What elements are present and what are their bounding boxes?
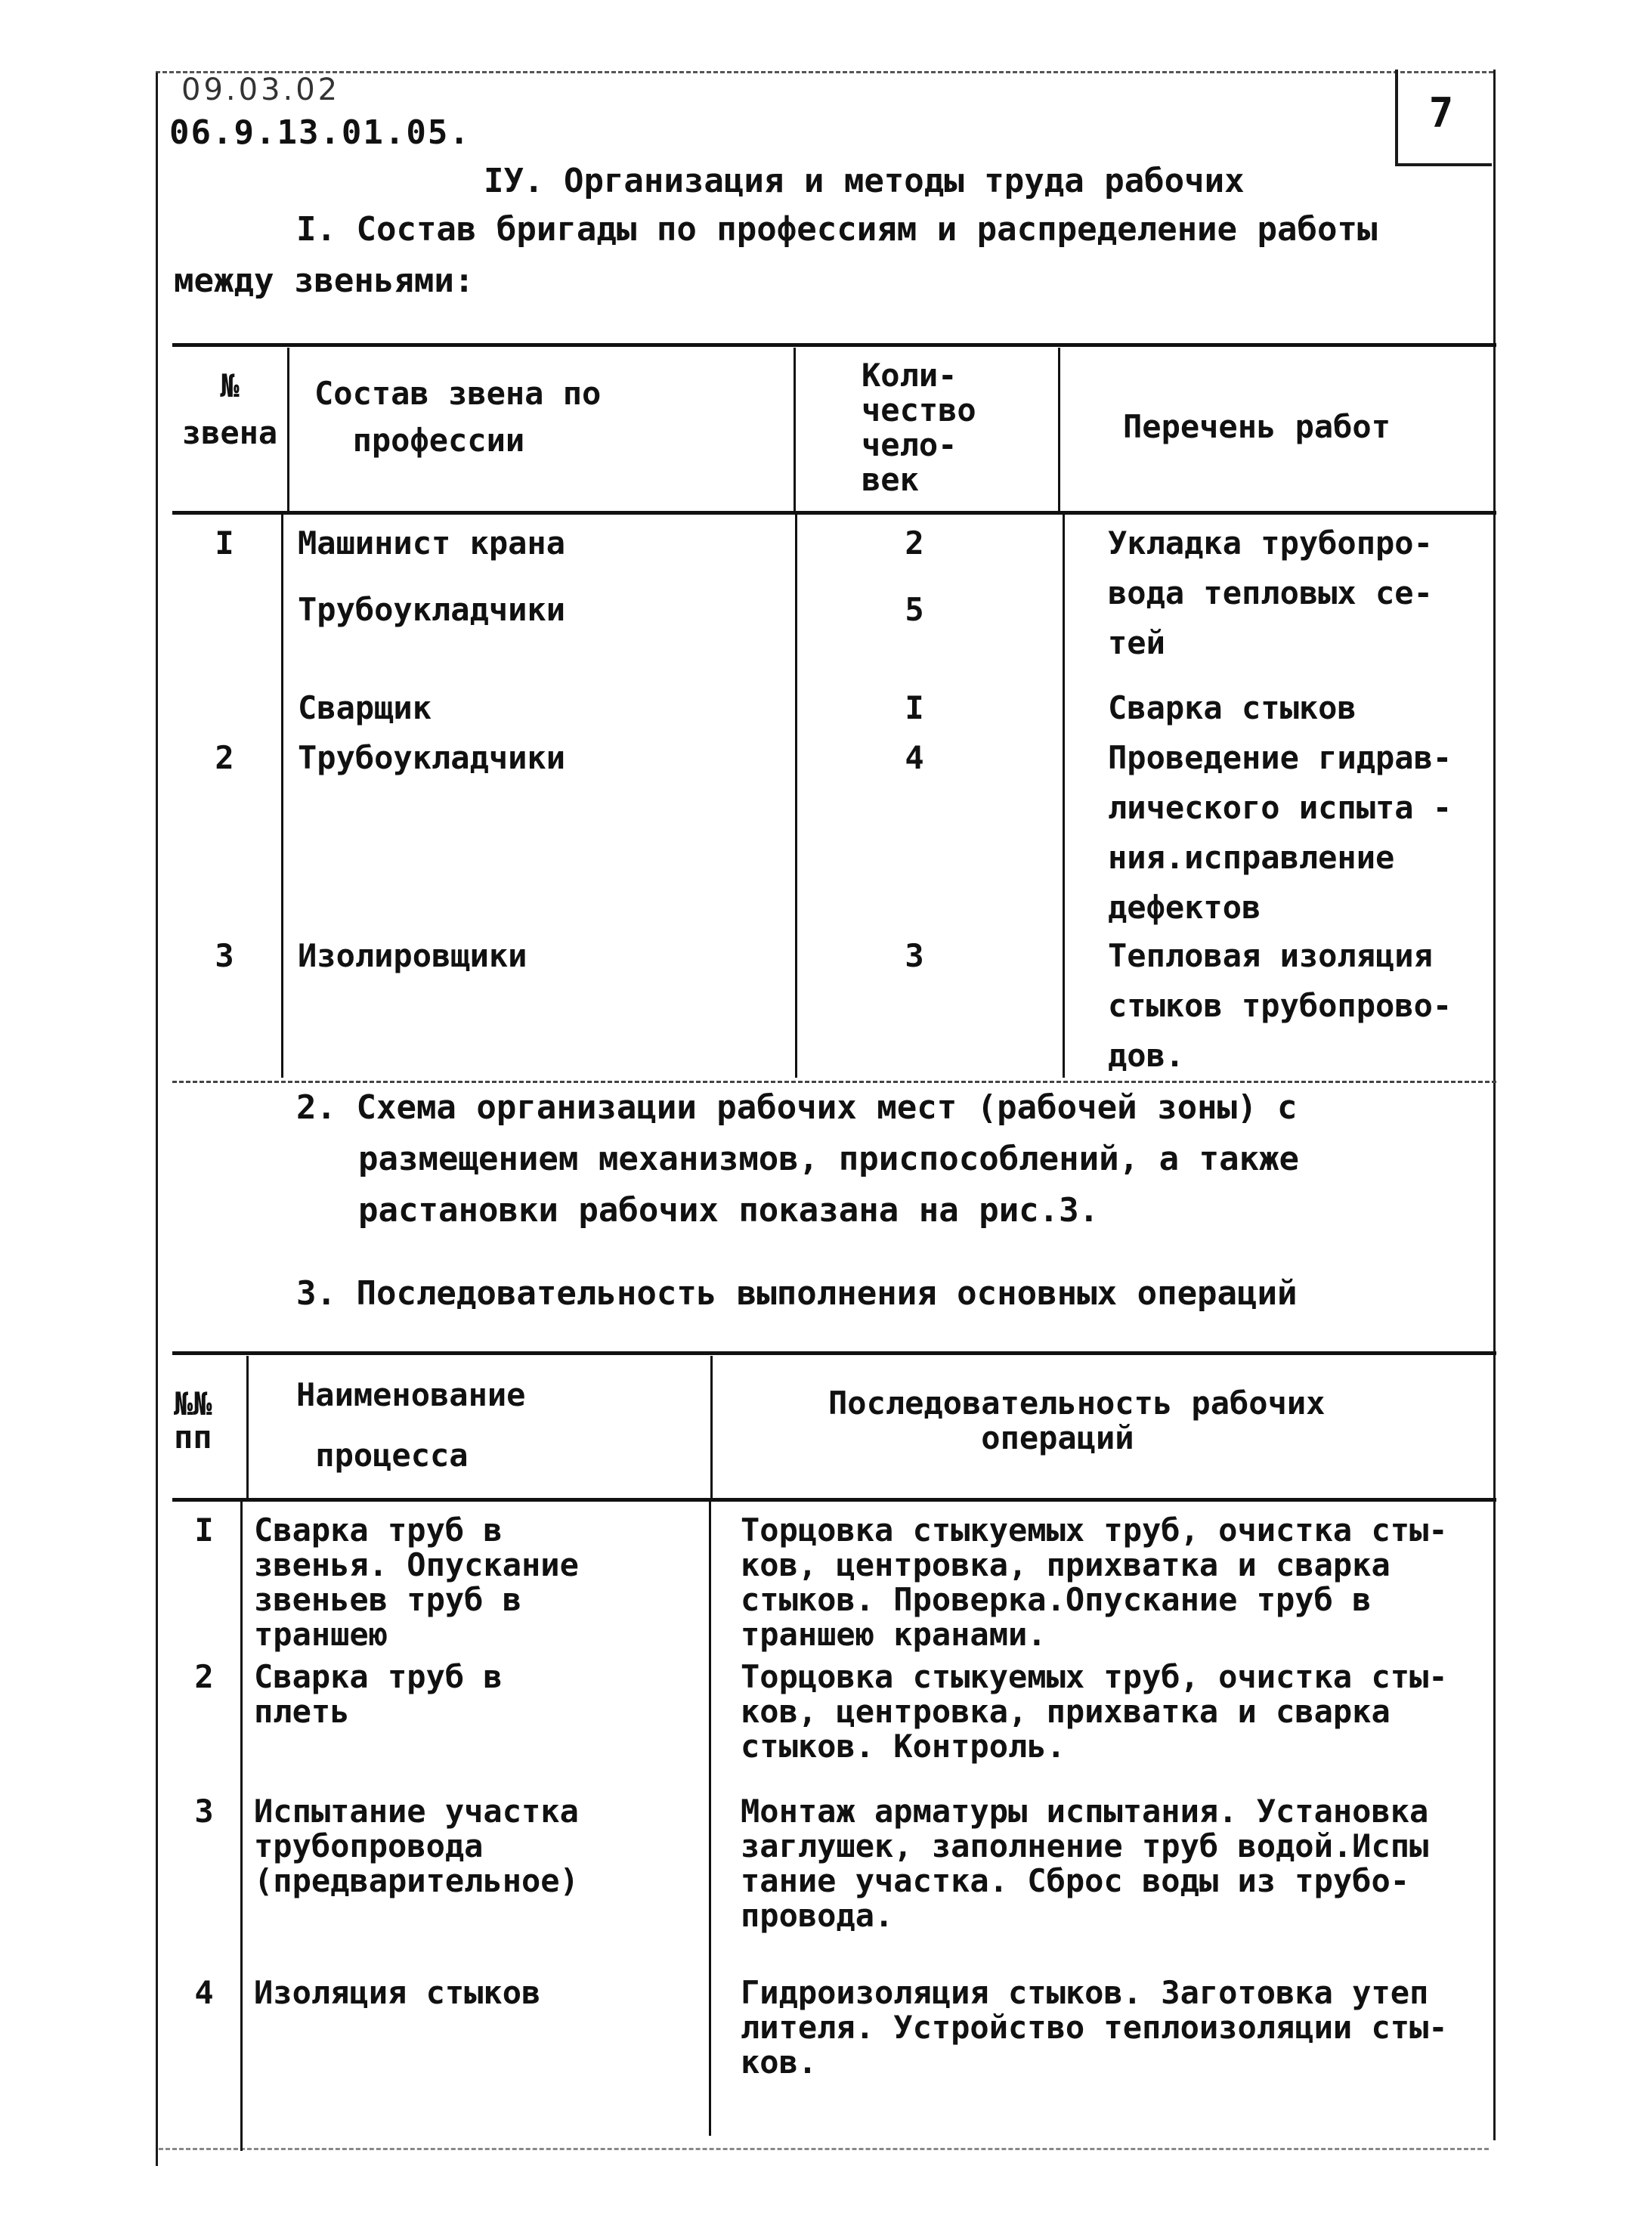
section-title: IУ. Организация и методы труда рабочих xyxy=(484,162,1245,200)
handwritten-code: 09.03.02 xyxy=(181,73,341,107)
table2-header-no: №№ пп xyxy=(174,1385,212,1456)
table1-col-divider-1 xyxy=(281,514,283,1078)
table2-header-sequence: Последовательность рабочих операций xyxy=(828,1385,1326,1456)
table2-header-rule xyxy=(172,1498,1496,1502)
item2-text-line1: 2. Схема организации рабочих мест (рабочей зоны) с xyxy=(296,1088,1298,1127)
item2-text-line3: растановки рабочих показана на рис.3. xyxy=(358,1191,1100,1230)
item2-text-line2: размещением механизмов, приспособлений, а также xyxy=(358,1140,1300,1178)
table2-cell-process: Испытание участка трубопровода (предварительное) xyxy=(254,1793,579,1899)
table1-cell-no: I xyxy=(215,524,234,562)
table1-cell-composition: Сварщик xyxy=(298,689,432,726)
table1-cell-count: 4 xyxy=(905,739,924,776)
table2-cell-sequence: Торцовка стыкуемых труб, очистка сты- ков, центровка, прихватка и сварка стыков. Контроль. xyxy=(741,1658,1448,1765)
table1-cell-no: 3 xyxy=(215,937,234,974)
table2-header-process: Наименование процесса xyxy=(296,1376,526,1474)
table1-cell-count: 2 xyxy=(905,524,924,562)
table2-header-divider-1 xyxy=(246,1356,249,1498)
table2-cell-no: 4 xyxy=(194,1974,214,2011)
table2-top-rule xyxy=(172,1351,1496,1355)
table2-cell-no: 3 xyxy=(194,1793,214,1830)
table1-col-divider-3 xyxy=(1063,514,1065,1078)
table2-cell-sequence: Торцовка стыкуемых труб, очистка сты- ков, центровка, прихватка и сварка стыков. Проверка.Опускание труб в траншею кранами. xyxy=(741,1512,1448,1653)
table2-cell-no: 2 xyxy=(194,1658,214,1695)
item1-text-line1: I. Состав бригады по профессиям и распределение работы xyxy=(296,210,1378,249)
table1-header-no: № звена xyxy=(181,367,278,451)
table1-cell-count: 5 xyxy=(905,591,924,628)
table1-cell-works: Сварка стыков xyxy=(1108,689,1357,726)
frame-left-border xyxy=(156,73,158,2166)
table2-cell-no: I xyxy=(194,1512,214,1549)
item1-text-line2: между звеньями: xyxy=(174,261,475,300)
table1-bottom-rule xyxy=(172,1081,1496,1083)
table1-cell-no: 2 xyxy=(215,739,234,776)
table1-col-divider-2 xyxy=(795,514,797,1078)
table2-cell-process: Изоляция стыков xyxy=(254,1974,541,2011)
table1-cell-works: Укладка трубопро- вода тепловых се- тей xyxy=(1108,524,1433,661)
document-code: 06.9.13.01.05. xyxy=(169,113,471,152)
table1-header-works: Перечень работ xyxy=(1123,408,1391,445)
table1-cell-composition: Изолировщики xyxy=(298,937,527,974)
table2-cell-process: Сварка труб в плеть xyxy=(254,1658,503,1730)
table2-header-divider-2 xyxy=(710,1356,713,1498)
table1-cell-composition: Трубоукладчики xyxy=(298,739,566,776)
frame-right-border xyxy=(1493,70,1496,2140)
table1-cell-count: I xyxy=(905,689,924,726)
table1-cell-composition: Трубоукладчики xyxy=(298,591,566,628)
table2-col-divider-2 xyxy=(709,1501,711,2136)
table1-cell-works: Проведение гидрав- лического испыта - ния.исправление дефектов xyxy=(1108,739,1452,926)
table1-top-rule xyxy=(172,343,1496,347)
table1-header-count: Коли- чество чело- век xyxy=(862,357,976,498)
table1-header-divider-2 xyxy=(794,348,796,511)
table1-header-rule xyxy=(172,511,1496,515)
table1-header-divider-1 xyxy=(287,348,289,511)
table1-cell-count: 3 xyxy=(905,937,924,974)
frame-bottom-border xyxy=(159,2148,1489,2150)
table2-col-divider-1 xyxy=(240,1501,243,2151)
table1-cell-composition: Машинист крана xyxy=(298,524,566,562)
table1-header-divider-3 xyxy=(1058,348,1060,511)
item3-title: 3. Последовательность выполнения основных операций xyxy=(296,1274,1298,1313)
table2-cell-process: Сварка труб в звенья. Опускание звеньев труб в траншею xyxy=(254,1512,579,1653)
table2-cell-sequence: Гидроизоляция стыков. Заготовка утеп лителя. Устройство теплоизоляции сты- ков. xyxy=(741,1974,1448,2081)
table1-cell-works: Тепловая изоляция стыков трубопрово- дов. xyxy=(1108,937,1452,1074)
frame-top-border xyxy=(156,71,1493,73)
sheet-number: 7 xyxy=(1428,89,1454,137)
table2-cell-sequence: Монтаж арматуры испытания. Установка заглушек, заполнение труб водой.Испы тание участка. Сброс воды из трубо- провода. xyxy=(741,1793,1429,1934)
table1-header-composition: Состав звена по профессии xyxy=(314,375,602,459)
